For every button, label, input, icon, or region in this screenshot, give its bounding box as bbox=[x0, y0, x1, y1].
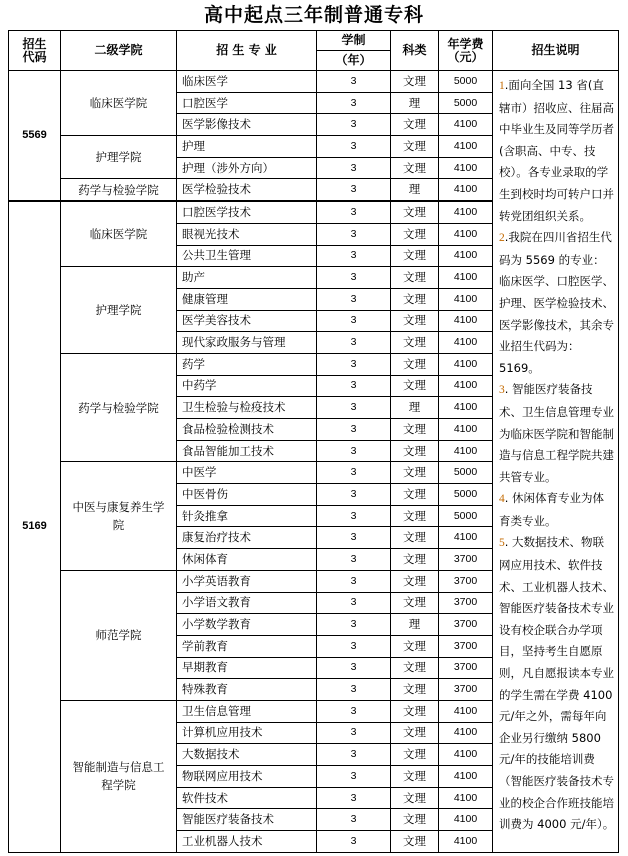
annual-fee: 5000 bbox=[439, 505, 493, 527]
annual-fee: 4100 bbox=[439, 201, 493, 223]
college-name: 中医与康复养生学院 bbox=[61, 462, 177, 570]
subject-category: 文理 bbox=[391, 527, 439, 549]
duration-years: 3 bbox=[317, 700, 391, 722]
note-item bbox=[499, 379, 615, 488]
enrollment-notes bbox=[493, 71, 619, 853]
duration-years: 3 bbox=[317, 71, 391, 93]
enroll-code: 5169 bbox=[9, 201, 61, 852]
annual-fee: 5000 bbox=[439, 484, 493, 506]
duration-years: 3 bbox=[317, 201, 391, 223]
annual-fee: 4100 bbox=[439, 245, 493, 267]
note-number: 2 bbox=[499, 232, 505, 245]
duration-years: 3 bbox=[317, 635, 391, 657]
annual-fee: 4100 bbox=[439, 744, 493, 766]
annual-fee: 4100 bbox=[439, 157, 493, 179]
major-name: 食品检验检测技术 bbox=[177, 419, 317, 441]
subject-category: 文理 bbox=[391, 310, 439, 332]
duration-years: 3 bbox=[317, 570, 391, 592]
major-name: 计算机应用技术 bbox=[177, 722, 317, 744]
subject-category: 理 bbox=[391, 179, 439, 201]
header-major: 招 生 专 业 bbox=[177, 31, 317, 71]
note-number: 3 bbox=[499, 384, 505, 397]
note-item bbox=[499, 488, 615, 532]
duration-years: 3 bbox=[317, 722, 391, 744]
subject-category: 文理 bbox=[391, 787, 439, 809]
duration-years: 3 bbox=[317, 462, 391, 484]
major-name: 公共卫生管理 bbox=[177, 245, 317, 267]
duration-years: 3 bbox=[317, 179, 391, 201]
annual-fee: 4100 bbox=[439, 310, 493, 332]
duration-years: 3 bbox=[317, 375, 391, 397]
major-name: 医学美容技术 bbox=[177, 310, 317, 332]
subject-category: 文理 bbox=[391, 462, 439, 484]
subject-category: 理 bbox=[391, 397, 439, 419]
duration-years: 3 bbox=[317, 397, 391, 419]
annual-fee: 4100 bbox=[439, 766, 493, 788]
annual-fee: 4100 bbox=[439, 267, 493, 289]
major-name: 现代家政服务与管理 bbox=[177, 332, 317, 354]
major-name: 休闲体育 bbox=[177, 549, 317, 571]
subject-category: 理 bbox=[391, 614, 439, 636]
duration-years: 3 bbox=[317, 92, 391, 114]
subject-category: 文理 bbox=[391, 353, 439, 375]
note-text: . 大数据技术、物联网应用技术、软件技术、工业机器人技术、智能医疗装备技术专业设有校企联合办学项目，坚持考生自愿原则，凡自愿报读本专业的学生需在学费 4100 元/年之外，需每年向企业另行缴纳 5800 元/年的技能培训费（智能医疗装备技术专业的校企合作班技能培训费为 4000 元/年）。 bbox=[499, 535, 615, 832]
subject-category: 文理 bbox=[391, 744, 439, 766]
annual-fee: 3700 bbox=[439, 592, 493, 614]
annual-fee: 5000 bbox=[439, 462, 493, 484]
subject-category: 文理 bbox=[391, 570, 439, 592]
duration-years: 3 bbox=[317, 549, 391, 571]
subject-category: 文理 bbox=[391, 722, 439, 744]
duration-years: 3 bbox=[317, 766, 391, 788]
annual-fee: 4100 bbox=[439, 700, 493, 722]
note-item bbox=[499, 532, 615, 835]
subject-category: 文理 bbox=[391, 71, 439, 93]
subject-category: 文理 bbox=[391, 657, 439, 679]
subject-category: 文理 bbox=[391, 484, 439, 506]
college-name: 临床医学院 bbox=[61, 201, 177, 267]
major-name: 特殊教育 bbox=[177, 679, 317, 701]
major-name: 卫生信息管理 bbox=[177, 700, 317, 722]
annual-fee: 4100 bbox=[439, 397, 493, 419]
subject-category: 文理 bbox=[391, 831, 439, 853]
header-college: 二级学院 bbox=[61, 31, 177, 71]
annual-fee: 4100 bbox=[439, 809, 493, 831]
page-title: 高中起点三年制普通专科 bbox=[203, 4, 424, 26]
duration-years: 3 bbox=[317, 484, 391, 506]
annual-fee: 4100 bbox=[439, 831, 493, 853]
subject-category: 文理 bbox=[391, 679, 439, 701]
annual-fee: 4100 bbox=[439, 375, 493, 397]
duration-years: 3 bbox=[317, 440, 391, 462]
annual-fee: 3700 bbox=[439, 614, 493, 636]
subject-category: 文理 bbox=[391, 635, 439, 657]
major-name: 口腔医学技术 bbox=[177, 201, 317, 223]
subject-category: 文理 bbox=[391, 440, 439, 462]
major-name: 口腔医学 bbox=[177, 92, 317, 114]
college-name: 药学与检验学院 bbox=[61, 353, 177, 461]
duration-years: 3 bbox=[317, 310, 391, 332]
annual-fee: 4100 bbox=[439, 722, 493, 744]
annual-fee: 4100 bbox=[439, 136, 493, 158]
major-name: 康复治疗技术 bbox=[177, 527, 317, 549]
subject-category: 文理 bbox=[391, 332, 439, 354]
header-duration-unit: （年） bbox=[317, 51, 391, 71]
major-name: 眼视光技术 bbox=[177, 223, 317, 245]
note-number: 1 bbox=[499, 80, 505, 92]
duration-years: 3 bbox=[317, 419, 391, 441]
annual-fee: 4100 bbox=[439, 179, 493, 201]
duration-years: 3 bbox=[317, 592, 391, 614]
subject-category: 文理 bbox=[391, 375, 439, 397]
major-name: 工业机器人技术 bbox=[177, 831, 317, 853]
annual-fee: 3700 bbox=[439, 657, 493, 679]
note-text: .我院在四川省招生代码为 5569 的专业：临床医学、口腔医学、护理、医学检验技术、医学影像技术，其余专业招生代码为：5169。 bbox=[499, 230, 614, 375]
major-name: 卫生检验与检疫技术 bbox=[177, 397, 317, 419]
major-name: 护理 bbox=[177, 136, 317, 158]
annual-fee: 4100 bbox=[439, 114, 493, 136]
enrollment-table bbox=[8, 30, 619, 853]
major-name: 护理（涉外方向） bbox=[177, 157, 317, 179]
header-category: 科类 bbox=[391, 31, 439, 71]
subject-category: 文理 bbox=[391, 136, 439, 158]
annual-fee: 4100 bbox=[439, 353, 493, 375]
major-name: 医学影像技术 bbox=[177, 114, 317, 136]
major-name: 小学英语教育 bbox=[177, 570, 317, 592]
college-name: 药学与检验学院 bbox=[61, 179, 177, 201]
subject-category: 文理 bbox=[391, 766, 439, 788]
annual-fee: 3700 bbox=[439, 635, 493, 657]
annual-fee: 5000 bbox=[439, 92, 493, 114]
note-number: 4 bbox=[499, 493, 505, 506]
note-text: . 休闲体育专业为体育类专业。 bbox=[499, 491, 605, 528]
major-name: 智能医疗装备技术 bbox=[177, 809, 317, 831]
major-name: 药学 bbox=[177, 353, 317, 375]
duration-years: 3 bbox=[317, 245, 391, 267]
duration-years: 3 bbox=[317, 136, 391, 158]
duration-years: 3 bbox=[317, 332, 391, 354]
college-name: 智能制造与信息工程学院 bbox=[61, 700, 177, 852]
duration-years: 3 bbox=[317, 353, 391, 375]
major-name: 针灸推拿 bbox=[177, 505, 317, 527]
duration-years: 3 bbox=[317, 831, 391, 853]
enroll-code: 5569 bbox=[9, 71, 61, 202]
annual-fee: 4100 bbox=[439, 419, 493, 441]
major-name: 学前教育 bbox=[177, 635, 317, 657]
subject-category: 文理 bbox=[391, 201, 439, 223]
major-name: 软件技术 bbox=[177, 787, 317, 809]
major-name: 中医骨伤 bbox=[177, 484, 317, 506]
table-row bbox=[9, 71, 619, 93]
duration-years: 3 bbox=[317, 657, 391, 679]
subject-category: 文理 bbox=[391, 549, 439, 571]
duration-years: 3 bbox=[317, 527, 391, 549]
annual-fee: 4100 bbox=[439, 288, 493, 310]
college-name: 护理学院 bbox=[61, 267, 177, 354]
major-name: 中药学 bbox=[177, 375, 317, 397]
duration-years: 3 bbox=[317, 614, 391, 636]
major-name: 小学语文教育 bbox=[177, 592, 317, 614]
major-name: 医学检验技术 bbox=[177, 179, 317, 201]
annual-fee: 3700 bbox=[439, 549, 493, 571]
annual-fee: 3700 bbox=[439, 570, 493, 592]
subject-category: 文理 bbox=[391, 809, 439, 831]
subject-category: 文理 bbox=[391, 157, 439, 179]
annual-fee: 4100 bbox=[439, 527, 493, 549]
subject-category: 文理 bbox=[391, 267, 439, 289]
annual-fee: 5000 bbox=[439, 71, 493, 93]
duration-years: 3 bbox=[317, 223, 391, 245]
duration-years: 3 bbox=[317, 679, 391, 701]
major-name: 食品智能加工技术 bbox=[177, 440, 317, 462]
major-name: 早期教育 bbox=[177, 657, 317, 679]
annual-fee: 4100 bbox=[439, 787, 493, 809]
major-name: 助产 bbox=[177, 267, 317, 289]
duration-years: 3 bbox=[317, 787, 391, 809]
college-name: 师范学院 bbox=[61, 570, 177, 700]
note-text: . 智能医疗装备技术、卫生信息管理专业为临床医学院和智能制造与信息工程学院共建共管专业。 bbox=[499, 382, 614, 484]
major-name: 中医学 bbox=[177, 462, 317, 484]
subject-category: 文理 bbox=[391, 114, 439, 136]
major-name: 临床医学 bbox=[177, 71, 317, 93]
college-name: 临床医学院 bbox=[61, 71, 177, 136]
duration-years: 3 bbox=[317, 809, 391, 831]
annual-fee: 4100 bbox=[439, 440, 493, 462]
duration-years: 3 bbox=[317, 744, 391, 766]
major-name: 健康管理 bbox=[177, 288, 317, 310]
duration-years: 3 bbox=[317, 114, 391, 136]
duration-years: 3 bbox=[317, 267, 391, 289]
duration-years: 3 bbox=[317, 288, 391, 310]
subject-category: 文理 bbox=[391, 592, 439, 614]
header-notes: 招生说明 bbox=[493, 31, 619, 71]
college-name: 护理学院 bbox=[61, 136, 177, 179]
header-duration: 学制 bbox=[317, 31, 391, 51]
note-item bbox=[499, 75, 615, 227]
note-number: 5 bbox=[499, 537, 505, 550]
duration-years: 3 bbox=[317, 505, 391, 527]
subject-category: 理 bbox=[391, 92, 439, 114]
subject-category: 文理 bbox=[391, 505, 439, 527]
header-code: 招生 代码 bbox=[9, 31, 61, 71]
major-name: 小学数学教育 bbox=[177, 614, 317, 636]
note-text: .面向全国 13 省(直辖市）招收应、往届高中毕业生及同等学历者(含职高、中专、技校）。各专业录取的学生到校时均可转户口并转党团组织关系。 bbox=[499, 78, 614, 223]
subject-category: 文理 bbox=[391, 700, 439, 722]
major-name: 大数据技术 bbox=[177, 744, 317, 766]
header-fee: 年学费 （元） bbox=[439, 31, 493, 71]
major-name: 物联网应用技术 bbox=[177, 766, 317, 788]
annual-fee: 3700 bbox=[439, 679, 493, 701]
annual-fee: 4100 bbox=[439, 223, 493, 245]
subject-category: 文理 bbox=[391, 223, 439, 245]
duration-years: 3 bbox=[317, 157, 391, 179]
note-item bbox=[499, 227, 615, 379]
subject-category: 文理 bbox=[391, 419, 439, 441]
subject-category: 文理 bbox=[391, 288, 439, 310]
subject-category: 文理 bbox=[391, 245, 439, 267]
annual-fee: 4100 bbox=[439, 332, 493, 354]
